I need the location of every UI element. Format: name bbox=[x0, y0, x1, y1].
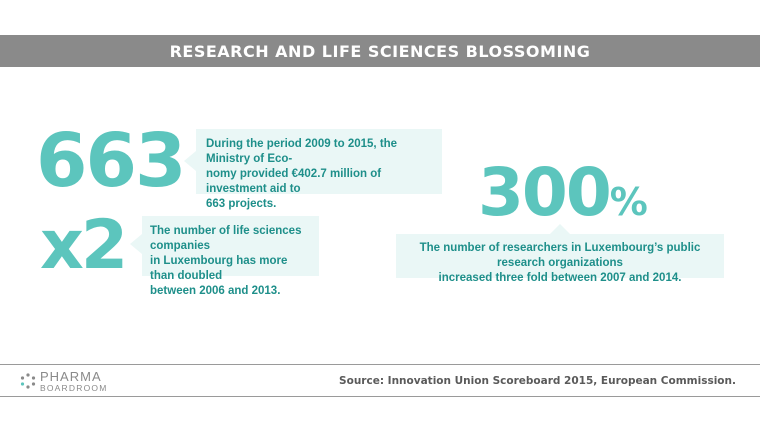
stat-x2-text-line-1: The number of life sciences companies bbox=[150, 225, 302, 252]
stat-300-unit: % bbox=[609, 180, 648, 224]
stat-x2-text-line-2: in Luxembourg has more than doubled bbox=[150, 255, 288, 282]
stat-663-text-line-3: 663 projects. bbox=[206, 198, 277, 210]
source-note: Source: Innovation Union Scoreboard 2015, European Commission. bbox=[339, 375, 736, 387]
page-title: RESEARCH AND LIFE SCIENCES BLOSSOMING bbox=[169, 41, 591, 61]
title-bar bbox=[0, 35, 760, 67]
stat-x2-value: x2 bbox=[40, 206, 126, 285]
stat-300-value bbox=[478, 154, 648, 231]
stat-663-text-line-1: During the period 2009 to 2015, the Ministry of Eco- bbox=[206, 138, 398, 165]
stat-x2-text-line-3: between 2006 and 2013. bbox=[150, 285, 281, 297]
stat-663-callout bbox=[196, 129, 442, 210]
logo-line-2: BOARDROOM bbox=[40, 383, 108, 393]
stat-663-text-line-2: nomy provided €402.7 million of investment aid to bbox=[206, 168, 382, 195]
stat-300-text-line-1: The number of researchers in Luxembourg’s public research organizations bbox=[419, 242, 701, 269]
footer-top-divider bbox=[0, 364, 760, 365]
stat-663-value: 663 bbox=[36, 118, 185, 204]
stat-300-text-line-2: increased three fold between 2007 and 2014. bbox=[438, 272, 682, 284]
stat-300-number: 300 bbox=[478, 154, 610, 231]
stat-300-callout bbox=[396, 234, 724, 284]
stat-x2-callout bbox=[142, 216, 319, 297]
logo-dots-icon bbox=[20, 373, 36, 389]
footer-bottom-divider bbox=[0, 396, 760, 397]
logo-line-1: PHARMA bbox=[40, 369, 102, 384]
pharma-boardroom-logo bbox=[20, 370, 107, 393]
